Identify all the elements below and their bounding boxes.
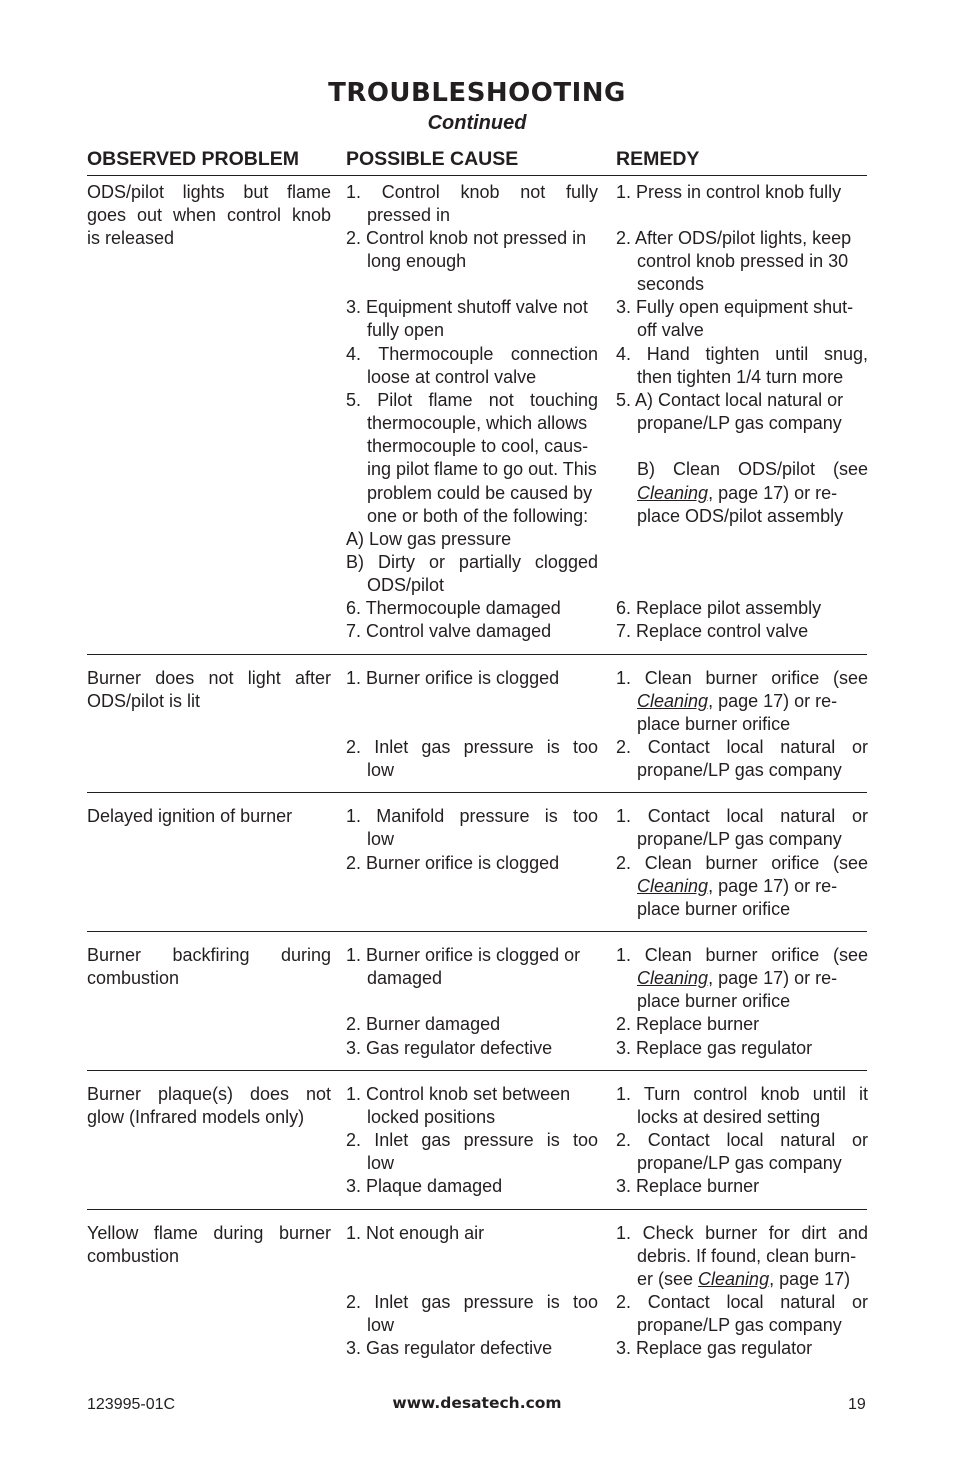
remedy-text: 3. Replace burner [616,1176,760,1196]
cause-text: 2. Burner damaged [346,1014,501,1034]
remedy-text: 2. Contact local natural or [616,1130,868,1150]
cause-text: 3. Equipment shutoff valve not [346,297,588,317]
remedy-text: 4. Hand tighten until snug, [616,344,868,364]
row-divider [87,931,867,932]
remedy-text: 2. Contact local natural or [616,737,868,757]
remedy-text: place burner orifice [637,991,791,1011]
remedy-text: 3. Replace gas regulator [616,1038,813,1058]
header-rule [87,175,867,176]
problem-text: combustion [87,1246,180,1266]
cause-text: 1. Control knob set between [346,1084,571,1104]
row-divider [87,1209,867,1210]
cause-text: thermocouple, which allows [367,413,588,433]
column-header-problem: OBSERVED PROBLEM [87,148,300,170]
remedy-text: 1. Clean burner orifice (see [616,945,868,965]
remedy-text: propane/LP gas company [637,760,842,780]
problem-text: is released [87,228,175,248]
cause-text: low [367,1315,395,1335]
remedy-text: control knob pressed in 30 [637,251,849,271]
remedy-text: 1. Contact local natural or [616,806,868,826]
problem-text: Yellow flame during burner [87,1223,331,1243]
cause-text: 3. Gas regulator defective [346,1038,553,1058]
remedy-text: Cleaning, page 17) or re- [637,483,838,503]
cause-text: 1. Burner orifice is clogged or [346,945,581,965]
cause-text: 5. Pilot flame not touching [346,390,598,410]
cause-text: fully open [367,320,445,340]
remedy-text: place ODS/pilot assembly [637,506,844,526]
cause-text: low [367,1153,395,1173]
cause-text: 4. Thermocouple connection [346,344,598,364]
remedy-text: propane/LP gas company [637,829,842,849]
cause-text: low [367,760,395,780]
column-header-remedy: REMEDY [616,148,700,170]
page-subtitle: Continued [427,112,527,134]
remedy-text: 5. A) Contact local natural or [616,390,844,410]
cause-text: loose at control valve [367,367,537,387]
cause-text: 2. Inlet gas pressure is too [346,737,598,757]
cause-text: 7. Control valve damaged [346,621,552,641]
cause-text: damaged [367,968,443,988]
cause-text: locked positions [367,1107,496,1127]
problem-text: glow (Infrared models only) [87,1107,305,1127]
remedy-text: seconds [637,274,705,294]
remedy-text: off valve [637,320,704,340]
row-divider [87,1070,867,1071]
remedy-text: place burner orifice [637,899,791,919]
problem-text: combustion [87,968,180,988]
remedy-text: 1. Press in control knob fully [616,182,842,202]
remedy-text: propane/LP gas company [637,413,842,433]
page-title: TROUBLESHOOTING [328,78,626,108]
problem-text: Burner backfiring during [87,945,331,965]
remedy-text: 3. Replace gas regulator [616,1338,813,1358]
remedy-text: 2. After ODS/pilot lights, keep [616,228,852,248]
remedy-text: then tighten 1/4 turn more [637,367,844,387]
cleaning-reference-link: Cleaning [637,968,709,988]
remedy-text: 2. Clean burner orifice (see [616,853,868,873]
cause-text: 3. Gas regulator defective [346,1338,553,1358]
cause-text: 2. Inlet gas pressure is too [346,1130,598,1150]
cause-text: 2. Inlet gas pressure is too [346,1292,598,1312]
remedy-text: B) Clean ODS/pilot (see [637,459,868,479]
cause-text: A) Low gas pressure [346,529,512,549]
document-number: 123995-01C [87,1396,176,1413]
remedy-text: 2. Replace burner [616,1014,760,1034]
cause-text: 1. Not enough air [346,1223,485,1243]
column-header-cause: POSSIBLE CAUSE [346,148,519,170]
problem-text: ODS/pilot is lit [87,691,201,711]
problem-text: Burner does not light after [87,668,331,688]
problem-text: Burner plaque(s) does not [87,1084,331,1104]
cause-text: 1. Control knob not fully [346,182,598,202]
remedy-text: 7. Replace control valve [616,621,809,641]
remedy-text: 1. Check burner for dirt and [616,1223,868,1243]
remedy-text: Cleaning, page 17) or re- [637,691,838,711]
website-link[interactable]: www.desatech.com [392,1394,562,1412]
cause-text: 2. Control knob not pressed in [346,228,587,248]
cause-text: ing pilot flame to go out. This [367,459,597,479]
cause-text: one or both of the following: [367,506,589,526]
remedy-text: debris. If found, clean burn- [637,1246,857,1266]
remedy-text: locks at desired setting [637,1107,821,1127]
cause-text: ODS/pilot [367,575,445,595]
remedy-text: 1. Clean burner orifice (see [616,668,868,688]
cause-text: low [367,829,395,849]
problem-text: Delayed ignition of burner [87,806,293,826]
remedy-text: Cleaning, page 17) or re- [637,876,838,896]
remedy-text: 6. Replace pilot assembly [616,598,822,618]
cleaning-reference-link: Cleaning [637,483,709,503]
cause-text: problem could be caused by [367,483,593,503]
remedy-text: er (see Cleaning, page 17) [637,1269,851,1289]
cause-text: 1. Burner orifice is clogged [346,668,560,688]
remedy-text: propane/LP gas company [637,1153,842,1173]
cause-text: long enough [367,251,467,271]
remedy-text: 1. Turn control knob until it [616,1084,868,1104]
cause-text: pressed in [367,205,451,225]
page-number: 19 [848,1396,866,1413]
remedy-text: 3. Fully open equipment shut- [616,297,854,317]
row-divider [87,792,867,793]
row-divider [87,654,867,655]
remedy-text: propane/LP gas company [637,1315,842,1335]
cleaning-reference-link: Cleaning [698,1269,770,1289]
remedy-text: 2. Contact local natural or [616,1292,868,1312]
cause-text: 2. Burner orifice is clogged [346,853,560,873]
remedy-text: place burner orifice [637,714,791,734]
cause-text: 3. Plaque damaged [346,1176,503,1196]
cleaning-reference-link: Cleaning [637,876,709,896]
cause-text: B) Dirty or partially clogged [346,552,598,572]
problem-text: goes out when control knob [87,205,331,225]
cause-text: 6. Thermocouple damaged [346,598,561,618]
problem-text: ODS/pilot lights but flame [87,182,331,202]
cleaning-reference-link: Cleaning [637,691,709,711]
cause-text: 1. Manifold pressure is too [346,806,598,826]
remedy-text: Cleaning, page 17) or re- [637,968,838,988]
cause-text: thermocouple to cool, caus- [367,436,589,456]
